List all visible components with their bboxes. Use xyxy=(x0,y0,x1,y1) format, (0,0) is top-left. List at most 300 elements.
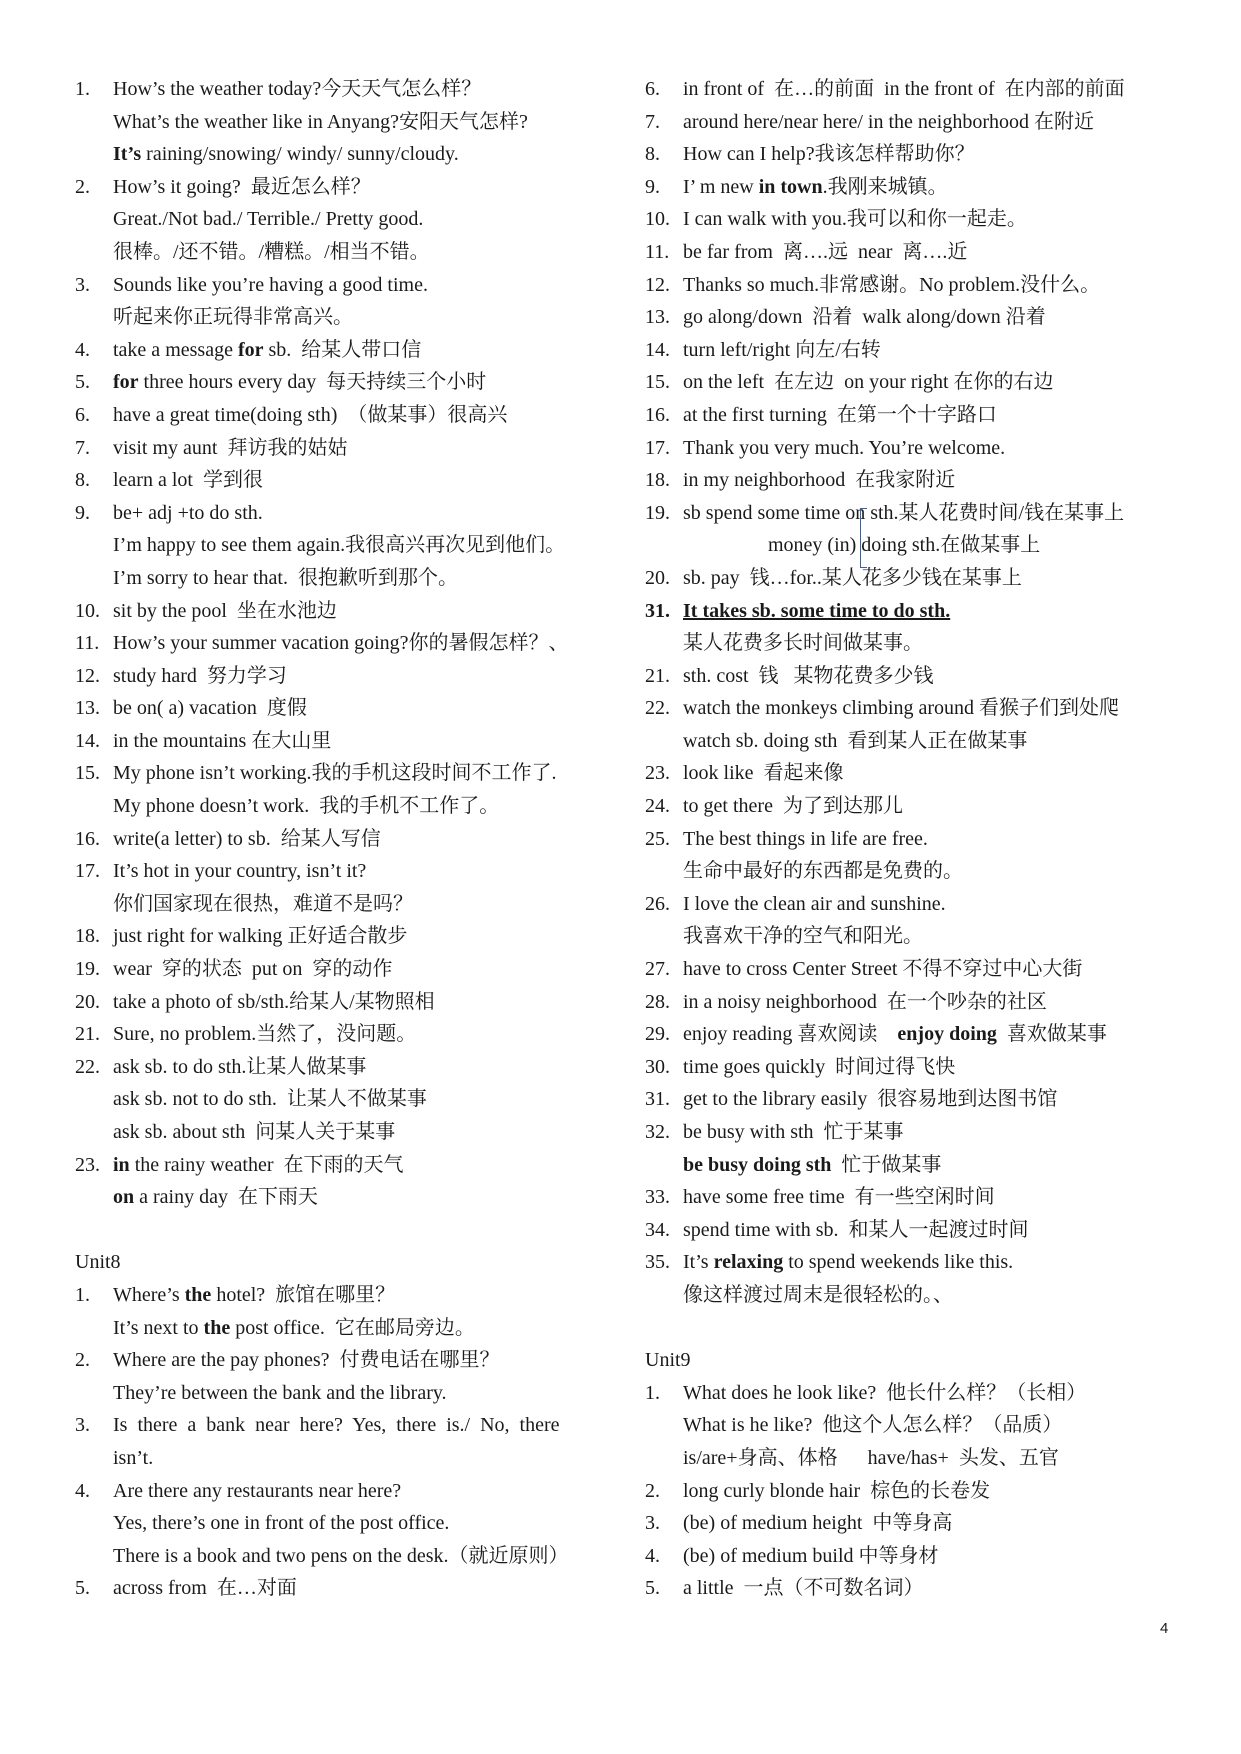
item-number: 8. xyxy=(75,469,90,492)
text-segment: in town xyxy=(758,175,823,198)
item-number: 14. xyxy=(645,338,670,361)
item-number: 4. xyxy=(645,1544,660,1567)
item-text xyxy=(113,529,565,562)
item-text xyxy=(683,562,1022,595)
vocab-line xyxy=(75,334,615,367)
item-text xyxy=(113,1018,416,1051)
item-text xyxy=(683,497,1124,530)
text-segment: wear 穿的状态 put on 穿的动作 xyxy=(113,958,393,981)
vocab-line xyxy=(75,1540,615,1573)
item-number: 14. xyxy=(75,729,100,752)
item-number: 3. xyxy=(645,1512,660,1535)
text-segment: enjoy doing xyxy=(897,1023,997,1046)
vocab-line xyxy=(645,1116,1185,1149)
item-text xyxy=(683,73,1125,106)
page-number: 4 xyxy=(1160,1620,1169,1637)
text-segment: 听起来你正玩得非常高兴。 xyxy=(113,306,353,329)
text-segment: visit my aunt 拜访我的姑姑 xyxy=(113,436,348,459)
item-text xyxy=(113,920,407,953)
text-segment: money (in) doing sth.在做某事上 xyxy=(683,534,1041,557)
item-text xyxy=(683,171,948,204)
text-segment: Where are the pay phones? 付费电话在哪里？ xyxy=(113,1349,500,1372)
item-text xyxy=(683,1246,1013,1279)
vocab-line xyxy=(645,399,1185,432)
text-segment: It’s hot in your country, isn’t it? xyxy=(113,860,367,883)
item-number: 13. xyxy=(645,306,670,329)
text-segment: ask sb. about sth 问某人关于某事 xyxy=(113,1121,396,1143)
text-segment: the xyxy=(184,1283,212,1306)
vocab-line xyxy=(75,920,615,953)
text-segment: (be) of medium build 中等身材 xyxy=(683,1544,939,1567)
item-number: 34. xyxy=(645,1218,670,1241)
text-segment: hotel? 旅馆在哪里？ xyxy=(211,1283,396,1306)
text-segment: My phone isn’t working.我的手机这段时间不工作了. xyxy=(113,762,557,785)
item-text xyxy=(113,203,423,236)
item-text xyxy=(113,595,337,628)
item-number: 2. xyxy=(645,1479,660,1502)
vocab-line xyxy=(75,1279,615,1312)
item-number: 9. xyxy=(75,501,90,524)
item-text xyxy=(113,1279,395,1312)
text-segment: go along/down 沿着 walk along/down 沿着 xyxy=(683,306,1046,329)
text-segment: study hard 努力学习 xyxy=(113,664,287,687)
text-segment: on the left 在左边 on your right 在你的右边 xyxy=(683,371,1054,394)
item-text xyxy=(113,823,381,856)
vocab-line xyxy=(75,562,615,595)
text-segment: My phone doesn’t work. 我的手机不工作了。 xyxy=(113,795,500,818)
item-text xyxy=(113,1475,401,1508)
item-number: 26. xyxy=(645,892,670,915)
vocab-line xyxy=(645,692,1185,725)
vocab-line xyxy=(75,529,615,562)
item-text xyxy=(113,1377,447,1410)
vocab-line xyxy=(645,366,1185,399)
text-segment: sit by the pool 坐在水池边 xyxy=(113,599,337,622)
text-segment: in the mountains 在大山里 xyxy=(113,729,332,752)
vocab-line xyxy=(75,1051,615,1084)
text-segment: sb. pay 钱…for..某人花多少钱在某事上 xyxy=(683,566,1022,589)
text-segment: a little 一点（不可数名词） xyxy=(683,1577,924,1600)
item-text xyxy=(683,464,955,497)
text-segment: spend time with sb. 和某人一起渡过时间 xyxy=(683,1218,1029,1241)
vocab-line xyxy=(645,562,1185,595)
text-segment: just right for walking 正好适合散步 xyxy=(113,925,408,948)
vocab-line xyxy=(75,692,615,725)
text-segment: The best things in life are free. xyxy=(683,827,928,850)
text-segment: How’s the weather today?今天天气怎么样？ xyxy=(113,78,482,100)
vocab-line xyxy=(645,236,1185,269)
vocab-line xyxy=(75,366,615,399)
item-number: 18. xyxy=(75,925,100,948)
item-text xyxy=(683,692,1119,725)
item-text xyxy=(683,1279,953,1312)
item-number: 22. xyxy=(75,1055,100,1078)
text-segment: have some free time 有一些空闲时间 xyxy=(683,1186,995,1209)
item-number: 21. xyxy=(75,1023,100,1046)
vocab-line xyxy=(645,464,1185,497)
vocab-line xyxy=(645,1083,1185,1116)
item-number: 20. xyxy=(75,990,100,1013)
item-text xyxy=(113,1083,427,1116)
item-number: 32. xyxy=(645,1121,670,1143)
vocab-line xyxy=(645,1018,1185,1051)
item-text xyxy=(113,1116,395,1149)
item-text xyxy=(113,236,430,269)
item-text xyxy=(683,1116,904,1149)
text-segment: Unit9 xyxy=(645,1349,691,1372)
item-text xyxy=(113,399,507,432)
vocab-line xyxy=(645,73,1185,106)
text-segment: sb spend some time on sth.某人花费时间/钱在某事上 xyxy=(683,501,1125,524)
vocab-line xyxy=(75,1344,615,1377)
item-number: 7. xyxy=(75,436,90,459)
text-segment: have to cross Center Street 不得不穿过中心大街 xyxy=(683,958,1083,981)
text-segment: be busy with sth 忙于某事 xyxy=(683,1121,904,1143)
item-text xyxy=(113,301,353,334)
item-text xyxy=(683,627,923,660)
text-segment: I’m sorry to hear that. 很抱歉听到那个。 xyxy=(113,566,458,589)
item-number: 5. xyxy=(75,371,90,394)
text-segment: I love the clean air and sunshine. xyxy=(683,892,946,915)
item-number: 10. xyxy=(645,208,670,231)
item-number: 20. xyxy=(645,566,670,589)
text-segment: How’s it going? 最近怎么样？ xyxy=(113,175,371,198)
vocab-line xyxy=(645,1149,1185,1182)
text-segment: in front of 在…的前面 in the front of 在内部的前面 xyxy=(683,78,1125,100)
vocab-line xyxy=(75,757,615,790)
text-segment: look like 看起来像 xyxy=(683,762,844,785)
item-number: 1. xyxy=(75,78,90,100)
item-number: 15. xyxy=(645,371,670,394)
item-number: 11. xyxy=(75,632,100,655)
text-segment: watch the monkeys climbing around 看猴子们到处爬 xyxy=(683,697,1120,720)
vocab-line xyxy=(645,1051,1185,1084)
item-number: 24. xyxy=(645,795,670,818)
item-text xyxy=(683,1083,1057,1116)
vocab-line xyxy=(75,399,615,432)
vocab-line xyxy=(75,1312,615,1345)
item-number: 18. xyxy=(645,469,670,492)
vocab-line xyxy=(645,1507,1185,1540)
text-segment: How’s your summer vacation going?你的暑假怎样？、 xyxy=(113,632,569,655)
text-segment: have a great time(doing sth) （做某事）很高兴 xyxy=(113,403,508,426)
item-number: 35. xyxy=(645,1251,670,1274)
item-number: 31. xyxy=(645,1088,670,1111)
text-segment: long curly blonde hair 棕色的长卷发 xyxy=(683,1479,991,1502)
item-number: 13. xyxy=(75,697,100,720)
item-number: 15. xyxy=(75,762,100,785)
vocab-line xyxy=(75,1181,615,1214)
vocab-line xyxy=(75,986,615,1019)
annotation-bracket xyxy=(860,508,867,568)
item-text xyxy=(683,1507,952,1540)
text-segment: It’s xyxy=(113,143,142,166)
text-segment: 生命中最好的东西都是免费的。 xyxy=(683,860,963,883)
vocab-line xyxy=(645,986,1185,1019)
text-segment: There is a book and two pens on the desk.（就近原则） xyxy=(113,1544,569,1567)
item-text xyxy=(683,757,844,790)
item-text xyxy=(113,138,459,171)
vocab-line xyxy=(645,790,1185,823)
item-number: 4. xyxy=(75,1479,90,1502)
text-segment: isn’t. xyxy=(113,1446,154,1469)
vocab-line xyxy=(645,301,1185,334)
item-text xyxy=(113,464,263,497)
item-number: 22. xyxy=(645,697,670,720)
vocab-line xyxy=(645,529,1185,562)
vocab-line xyxy=(645,1540,1185,1573)
vocab-line xyxy=(645,823,1185,856)
item-text xyxy=(683,725,1027,758)
text-segment: time goes quickly 时间过得飞快 xyxy=(683,1055,956,1078)
vocab-line xyxy=(75,855,615,888)
item-text xyxy=(683,1149,941,1182)
vocab-line xyxy=(645,920,1185,953)
item-number: 19. xyxy=(645,501,670,524)
item-text xyxy=(683,138,975,171)
item-text xyxy=(683,888,946,921)
vocab-line xyxy=(75,1018,615,1051)
vocab-line xyxy=(645,1214,1185,1247)
vocab-line xyxy=(645,1181,1185,1214)
item-text xyxy=(113,1051,366,1084)
vocab-line xyxy=(645,269,1185,302)
item-text xyxy=(683,1475,990,1508)
item-number: 10. xyxy=(75,599,100,622)
text-segment: 你们国家现在很热，难道不是吗？ xyxy=(113,892,413,915)
text-segment: on xyxy=(113,1186,135,1209)
item-number: 7. xyxy=(645,110,660,133)
item-text xyxy=(683,823,928,856)
item-text xyxy=(683,1377,1086,1410)
vocab-line xyxy=(75,627,615,660)
item-number: 2. xyxy=(75,1349,90,1372)
item-number: 5. xyxy=(645,1577,660,1600)
text-segment: raining/snowing/ windy/ sunny/cloudy. xyxy=(141,143,459,166)
vocab-line xyxy=(75,1409,615,1442)
vocab-line xyxy=(75,236,615,269)
text-segment: Sounds like you’re having a good time. xyxy=(113,273,428,296)
item-text xyxy=(113,1507,449,1540)
vocab-line xyxy=(75,432,615,465)
vocab-line xyxy=(645,595,1185,628)
text-segment: is/are+身高、体格 have/has+ 头发、五官 xyxy=(683,1446,1059,1469)
vocab-line xyxy=(75,595,615,628)
vocab-line xyxy=(75,138,615,171)
text-segment: write(a letter) to sb. 给某人写信 xyxy=(113,827,381,850)
text-segment: watch sb. doing sth 看到某人正在做某事 xyxy=(683,729,1028,752)
vocab-line xyxy=(75,1507,615,1540)
item-number: 12. xyxy=(645,273,670,296)
text-segment: (be) of medium height 中等身高 xyxy=(683,1512,953,1535)
text-segment: 很棒。/还不错。/糟糕。/相当不错。 xyxy=(113,240,430,263)
item-text xyxy=(113,1344,500,1377)
item-number: 27. xyxy=(645,958,670,981)
text-segment: Thanks so much.非常感谢。No problem.没什么。 xyxy=(683,273,1101,296)
unit-heading xyxy=(645,1344,1185,1377)
item-text xyxy=(75,1246,121,1279)
vocab-line xyxy=(645,1475,1185,1508)
vocab-line xyxy=(75,106,615,139)
text-segment: It’s next to xyxy=(113,1316,204,1339)
text-segment: Unit8 xyxy=(75,1251,121,1274)
item-number: 17. xyxy=(75,860,100,883)
vocab-line xyxy=(75,73,615,106)
text-segment: three hours every day 每天持续三个小时 xyxy=(138,371,487,394)
text-segment: 某人花费多长时间做某事。 xyxy=(683,632,923,655)
vocab-line xyxy=(645,725,1185,758)
text-segment: Thank you very much. You’re welcome. xyxy=(683,436,1006,459)
text-segment: in my neighborhood 在我家附近 xyxy=(683,469,956,492)
item-text xyxy=(113,1312,475,1345)
vocab-line xyxy=(645,953,1185,986)
item-text xyxy=(683,432,1005,465)
item-text xyxy=(113,106,528,139)
item-text xyxy=(683,986,1047,1019)
text-segment: I’m happy to see them again.我很高兴再次见到他们。 xyxy=(113,534,566,557)
text-segment: be busy doing sth xyxy=(683,1153,832,1176)
vocab-line xyxy=(75,823,615,856)
item-text xyxy=(683,1181,995,1214)
vocab-line xyxy=(75,464,615,497)
text-segment: post office. 它在邮局旁边。 xyxy=(230,1316,475,1339)
vocab-line xyxy=(75,725,615,758)
vocab-line xyxy=(645,1572,1185,1605)
item-number: 23. xyxy=(75,1153,100,1176)
item-text xyxy=(113,660,287,693)
item-number: 25. xyxy=(645,827,670,850)
item-text xyxy=(113,1149,404,1182)
blank-line xyxy=(645,1312,1185,1345)
text-segment: sth. cost 钱 某物花费多少钱 xyxy=(683,664,934,687)
vocab-line xyxy=(645,1246,1185,1279)
text-segment: for xyxy=(113,371,139,394)
item-number: 21. xyxy=(645,664,670,687)
text-segment: Yes, there’s one in front of the post office. xyxy=(113,1512,450,1535)
text-segment: relaxing xyxy=(713,1251,784,1274)
vocab-line xyxy=(75,1442,615,1475)
vocab-line xyxy=(645,660,1185,693)
vocab-line xyxy=(75,953,615,986)
item-number: 11. xyxy=(645,240,670,263)
text-segment: They’re between the bank and the library. xyxy=(113,1381,447,1404)
item-text xyxy=(113,725,331,758)
right-column xyxy=(645,73,1185,1605)
item-text xyxy=(113,171,371,204)
text-segment: in a noisy neighborhood 在一个吵杂的社区 xyxy=(683,990,1047,1013)
vocab-line xyxy=(645,757,1185,790)
text-segment: Are there any restaurants near here? xyxy=(113,1479,402,1502)
item-text xyxy=(683,269,1100,302)
item-text xyxy=(113,790,499,823)
vocab-line xyxy=(645,855,1185,888)
vocab-line xyxy=(75,888,615,921)
item-text xyxy=(683,1214,1029,1247)
text-segment: ask sb. not to do sth. 让某人不做某事 xyxy=(113,1088,427,1111)
vocab-line xyxy=(75,203,615,236)
vocab-line xyxy=(75,660,615,693)
text-segment: It’s xyxy=(683,1251,714,1274)
vocab-line xyxy=(75,1377,615,1410)
item-text xyxy=(683,953,1082,986)
item-text xyxy=(683,301,1046,334)
item-text xyxy=(683,334,881,367)
item-text xyxy=(113,1409,560,1442)
item-number: 1. xyxy=(75,1283,90,1306)
vocab-line xyxy=(645,171,1185,204)
item-number: 16. xyxy=(75,827,100,850)
text-segment: be+ adj +to do sth. xyxy=(113,501,263,524)
text-segment: the rainy weather 在下雨的天气 xyxy=(129,1153,404,1176)
text-segment: to spend weekends like this. xyxy=(783,1251,1014,1274)
vocab-line xyxy=(645,1279,1185,1312)
text-segment: take a message xyxy=(113,338,238,361)
vocab-line xyxy=(645,106,1185,139)
item-text xyxy=(113,953,392,986)
vocab-line xyxy=(75,1572,615,1605)
unit-heading xyxy=(75,1246,615,1279)
text-segment: be far from 离….远 near 离….近 xyxy=(683,240,968,263)
item-number: 6. xyxy=(75,403,90,426)
vocab-line xyxy=(645,203,1185,236)
item-text xyxy=(113,366,486,399)
text-segment: around here/near here/ in the neighborhood 在附近 xyxy=(683,110,1094,133)
item-text xyxy=(113,627,569,660)
text-segment: a rainy day 在下雨天 xyxy=(134,1186,318,1209)
text-segment: I can walk with you.我可以和你一起走。 xyxy=(683,208,1027,231)
text-segment: be on( a) vacation 度假 xyxy=(113,697,307,720)
item-text xyxy=(113,986,435,1019)
item-text xyxy=(683,236,967,269)
item-text xyxy=(683,855,963,888)
item-text xyxy=(683,366,1054,399)
item-number: 31. xyxy=(645,599,670,622)
item-text xyxy=(683,1442,1059,1475)
item-number: 28. xyxy=(645,990,670,1013)
vocab-line xyxy=(645,497,1185,530)
item-text xyxy=(113,1572,297,1605)
text-segment: What does he look like? 他长什么样？（长相） xyxy=(683,1381,1087,1404)
vocab-line xyxy=(75,269,615,302)
item-text xyxy=(113,334,421,367)
item-text xyxy=(683,106,1094,139)
text-segment: to get there 为了到达那儿 xyxy=(683,795,903,818)
item-number: 33. xyxy=(645,1186,670,1209)
item-number: 6. xyxy=(645,78,660,100)
text-segment: get to the library easily 很容易地到达图书馆 xyxy=(683,1088,1058,1111)
item-text xyxy=(683,399,997,432)
item-number: 12. xyxy=(75,664,100,687)
item-number: 5. xyxy=(75,1577,90,1600)
text-segment: turn left/right 向左/右转 xyxy=(683,338,881,361)
item-text xyxy=(683,1018,1107,1051)
text-segment: How can I help?我该怎样帮助你？ xyxy=(683,143,975,166)
item-text xyxy=(683,920,923,953)
vocab-line xyxy=(645,334,1185,367)
text-segment: across from 在…对面 xyxy=(113,1577,297,1600)
text-segment: sb. 给某人带口信 xyxy=(263,338,422,361)
item-text xyxy=(113,1181,318,1214)
vocab-line xyxy=(645,627,1185,660)
text-segment: in xyxy=(113,1153,130,1176)
item-number: 1. xyxy=(645,1381,660,1404)
text-segment: Sure, no problem.当然了，没问题。 xyxy=(113,1023,417,1046)
vocab-line xyxy=(645,1377,1185,1410)
text-segment: the xyxy=(203,1316,231,1339)
vocab-line xyxy=(75,1116,615,1149)
vocab-line xyxy=(75,1083,615,1116)
text-segment: It takes sb. some time to do sth. xyxy=(683,599,951,622)
